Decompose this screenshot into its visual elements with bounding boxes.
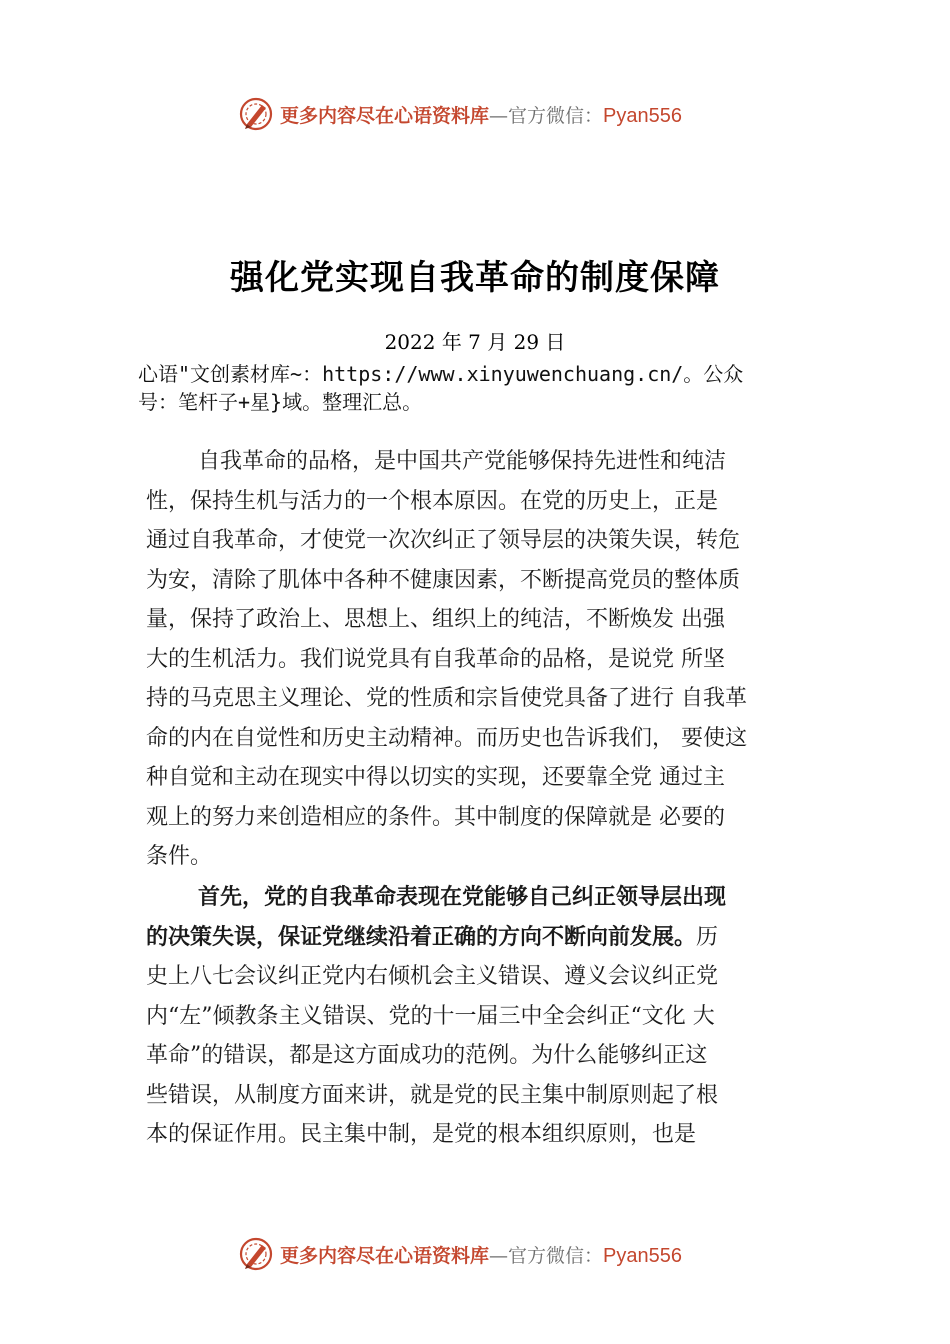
paragraph-text: 历 <box>696 924 719 950</box>
paragraph-line: 为安，清除了肌体中各种不健康因素，不断提高党员的整体质 <box>146 567 741 593</box>
pen-logo-icon <box>238 1236 274 1272</box>
banner-brand: 更多内容尽在心语资料库 <box>280 1245 490 1267</box>
banner-wechat-id: Pyan556 <box>603 105 682 127</box>
paragraph-line <box>146 918 846 958</box>
paragraph-line: 命的内在自觉性和历史主动精神。而历史也告诉我们， 要使这 <box>146 725 747 751</box>
paragraph-line: 革命”的错误，都是这方面成功的范例。为什么能够纠正这 <box>146 1043 708 1068</box>
banner-dash: — <box>489 105 509 127</box>
banner-wechat-id: Pyan556 <box>603 1245 682 1267</box>
source-line: 心语"文创素材库~：https://www.xinyuwenchuang.cn/。公众 <box>138 362 744 386</box>
paragraph-line: 条件。 <box>146 844 213 869</box>
banner-text <box>280 1241 682 1268</box>
paragraph-line: 通过自我革命，才使党一次次纠正了领导层的决策失误，转危 <box>146 528 741 553</box>
banner-wechat-label: 官方微信： <box>508 105 604 127</box>
header-banner <box>0 92 950 136</box>
document-date: 2022 年 7 月 29 日 <box>384 330 566 354</box>
document-title: 强化党实现自我革命的制度保障 <box>230 258 720 298</box>
banner-text <box>280 101 682 128</box>
banner-dash: — <box>489 1245 509 1267</box>
paragraph-line: 持的马克思主义理论、党的性质和宗旨使党具备了进行 自我革 <box>146 686 747 711</box>
paragraph-bold-text: 的决策失误，保证党继续沿着正确的方向不断向前发展。 <box>146 924 697 950</box>
paragraph-line: 种自觉和主动在现实中得以切实的实现，还要靠全党 通过主 <box>146 765 725 790</box>
paragraph-line: 性，保持生机与活力的一个根本原因。在党的历史上，正是 <box>146 488 719 514</box>
source-line: 号：笔杆子+星}域。整理汇总。 <box>138 390 423 414</box>
banner-wechat-label: 官方微信： <box>508 1245 604 1267</box>
paragraph-line: 观上的努力来创造相应的条件。其中制度的保障就是 必要的 <box>146 804 725 830</box>
paragraph-line: 大的生机活力。我们说党具有自我革命的品格，是说党 所坚 <box>146 646 725 672</box>
source-notice <box>138 360 838 416</box>
paragraph-bold-line: 首先，党的自我革命表现在党能够自己纠正领导层出现 <box>198 885 727 910</box>
paragraph-line: 本的保证作用。民主集中制，是党的根本组织原则，也是 <box>146 1122 697 1147</box>
banner-brand: 更多内容尽在心语资料库 <box>280 105 490 127</box>
paragraph-line: 些错误，从制度方面来讲，就是党的民主集中制原则起了根 <box>146 1082 719 1108</box>
pen-logo-icon <box>238 96 274 132</box>
paragraph-line: 内“左”倾教条主义错误、党的十一届三中全会纠正“文化 大 <box>146 1003 715 1029</box>
paragraph-2 <box>146 878 846 1155</box>
paragraph-line: 量，保持了政治上、思想上、组织上的纯洁，不断焕发 出强 <box>146 607 725 632</box>
footer-banner <box>0 1232 950 1276</box>
paragraph-1 <box>146 442 846 877</box>
paragraph-line: 自我革命的品格，是中国共产党能够保持先进性和纯洁 <box>198 449 727 474</box>
paragraph-line: 史上八七会议纠正党内右倾机会主义错误、遵义会议纠正党 <box>146 964 719 989</box>
